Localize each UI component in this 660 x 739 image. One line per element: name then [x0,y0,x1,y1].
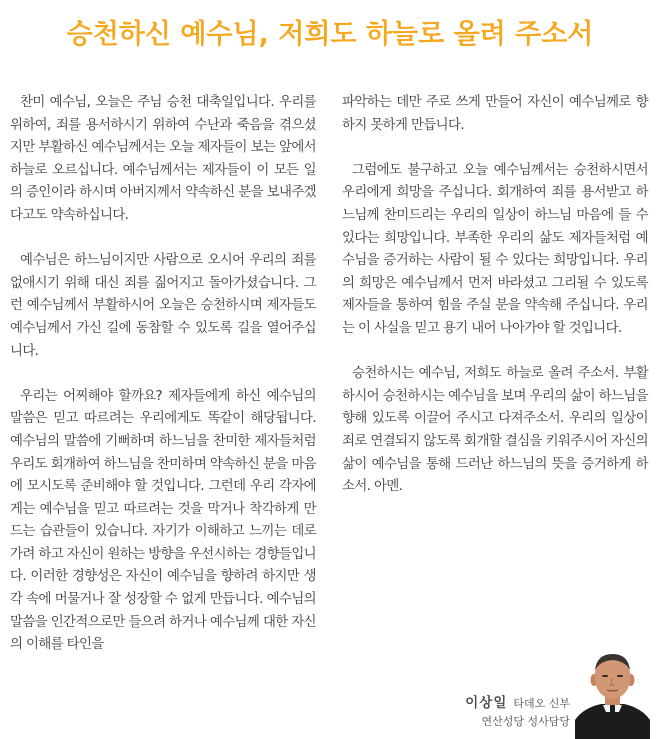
paragraph: 그럼에도 불구하고 오늘 예수님께서는 승천하시면서 우리에게 희망을 주십니다. 회개하여 죄를 용서받고 하느님께 찬미드리는 우리의 일상이 하느님 마음에 들 수 있다는 희망입니다. 부족한 우리의 삶도 제자들처럼 예수님을 증거하는 사람이 될 수 있다는 희망입니다. 우리의 희망은 예수님께서 먼저 바라셨고 그리될 수 있도록 제자들을 통하여 힘을 주실 분을 약속해 주십니다. 우리는 이 사실을 믿고 용기 내어 나아가야 할 것입니다. [342,162,648,336]
paragraph-continuation: 파악하는 데만 주로 쓰게 만들어 자신이 예수님께로 향하지 못하게 만듭니다. [342,95,648,133]
paragraph: 예수님은 하느님이지만 사람으로 오시어 우리의 죄를 없애시기 위해 대신 죄를 짊어지고 돌아가셨습니다. 그런 예수님께서 부활하시어 오늘은 승천하시며 제자들도 예수님께서 가신 길에 동참할 수 있도록 길을 열어주십니다. [10,253,316,359]
author-photo [575,644,650,739]
page-title: 승천하신 예수님, 저희도 하늘로 올려 주소서 [66,19,594,50]
author-parish: 연산성당 성사담당 [481,715,570,728]
paragraph: 승천하시는 예수님, 저희도 하늘로 올려 주소서. 부활하시어 승천하시는 예수님을 보며 우리의 삶이 하느님을 향해 있도록 이끌어 주시고 다져주소서. 우리의 일상이 죄로 연결되지 않도록 회개할 결심을 키워주시어 자신의 삶이 예수님을 통해 드러난 하느님의 뜻을 증거하게 하소서. 아멘. [342,366,648,495]
author-signature [440,694,570,731]
left-column [10,92,316,679]
author-name: 이상일 [465,695,508,711]
priest-portrait-icon [575,644,650,739]
paragraph: 우리는 어찌해야 할까요? 제자들에게 하신 예수님의 말씀은 믿고 따르려는 우리에게도 똑같이 해당됩니다. 예수님의 말씀에 기뻐하며 하느님을 찬미한 제자들처럼 우리도 회개하여 하느님을 찬미하며 약속하신 분을 마음에 모시도록 준비해야 할 것입니다. 그런데 우리 각자에게는 예수님을 믿고 따르려는 것을 막거나 착각하게 만드는 습관들이 있습니다. 자기가 이해하고 느끼는 데로 가려 하고 자신이 원하는 방향을 우선시하는 경향들입니다. 이러한 경향성은 자신이 예수님을 향하려 하지만 생각 속에 머물거나 잘 성장할 수 없게 만듭니다. 예수님의 말씀을 인간적으로만 들으려 하거나 예수님께 대한 자신의 이해를 타인을 [10,388,316,653]
right-column [342,92,648,521]
author-role: 타데오 신부 [513,697,570,710]
paragraph: 찬미 예수님, 오늘은 주님 승천 대축일입니다. 우리를 위하여, 죄를 용서하시기 위하여 수난과 죽음을 겪으셨지만 부활하신 예수님께서는 오늘 제자들이 보는 앞에서 하늘로 오르십니다. 예수님께서는 제자들이 이 모든 일의 증인이라 하시며 아버지께서 약속하신 분을 보내주겠다고도 약속하십니다. [10,95,316,223]
